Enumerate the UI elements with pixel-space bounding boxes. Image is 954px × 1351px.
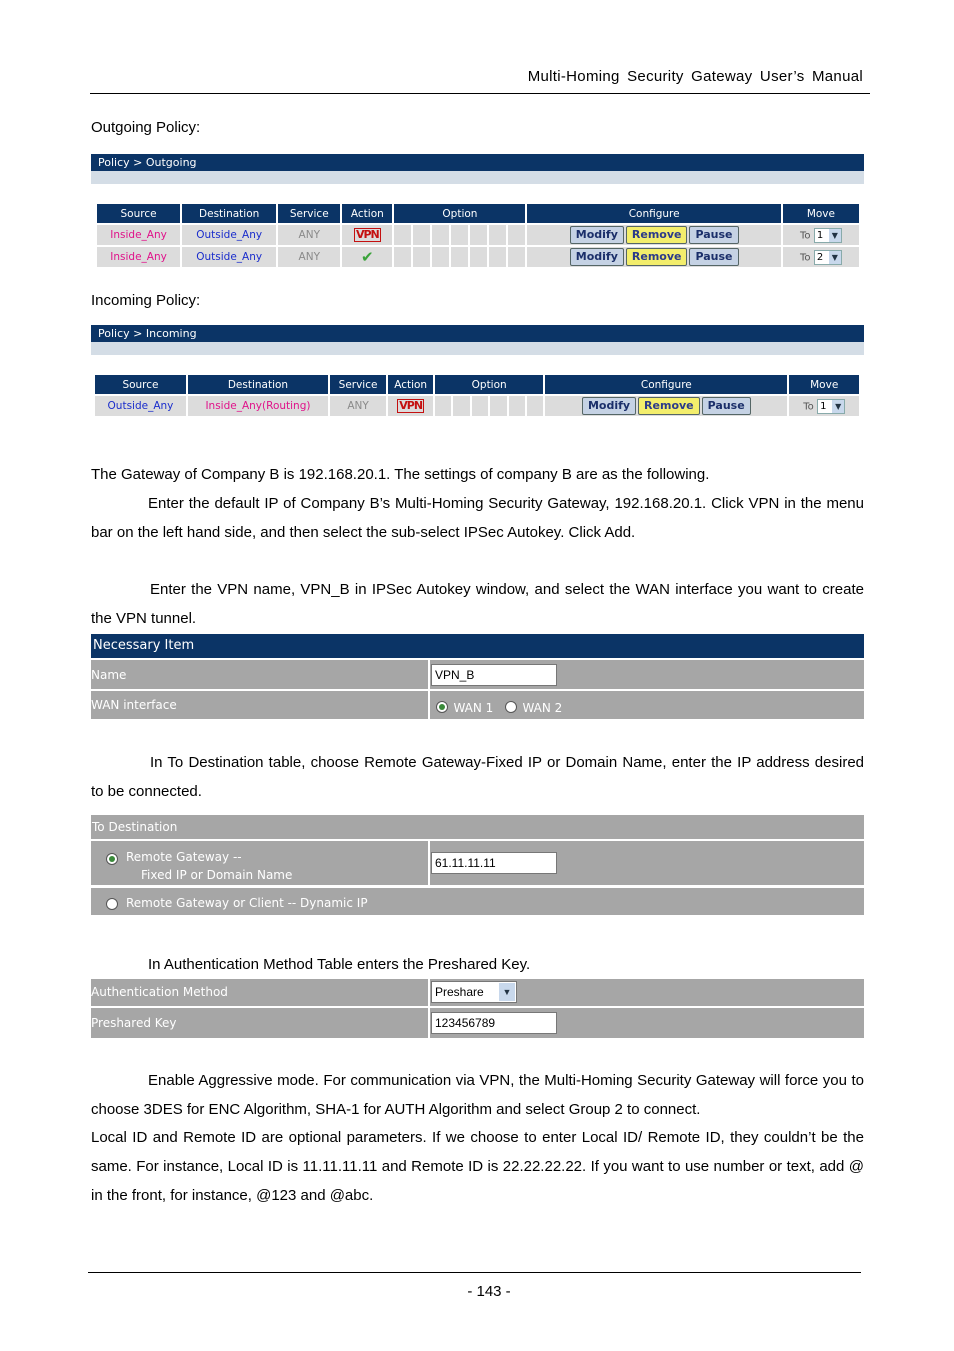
remote-gateway-fixed-cell bbox=[91, 841, 428, 885]
auth-method-value-cell bbox=[430, 979, 864, 1006]
table-row bbox=[97, 225, 859, 245]
table-row bbox=[95, 396, 859, 416]
name-input[interactable]: VPN_B bbox=[431, 664, 557, 686]
table-header-row bbox=[97, 204, 859, 223]
col-source: Source bbox=[95, 375, 186, 394]
option-cell bbox=[451, 225, 468, 245]
paragraph-ids: Local ID and Remote ID are optional parameters. If we choose to enter Local ID/ Remote ID, they couldn’t be the same. For instance, Local ID is 11.11.11.11 and Remote ID is 22.22.22.22. If you want to use number or text, add @ in the front, for instance, @123 and @abc. bbox=[91, 1129, 864, 1204]
row-source: Inside_Any bbox=[97, 247, 180, 267]
table-header-row bbox=[95, 375, 859, 394]
row-move bbox=[783, 225, 859, 245]
necessary-item-header: Necessary Item bbox=[91, 634, 864, 658]
incoming-caption: Incoming Policy: bbox=[91, 292, 201, 309]
col-action: Action bbox=[388, 375, 433, 394]
move-select[interactable] bbox=[817, 399, 845, 414]
option-cell bbox=[489, 247, 506, 267]
chevron-down-icon: ▼ bbox=[829, 251, 841, 264]
chevron-down-icon: ▼ bbox=[829, 229, 841, 242]
outgoing-policy-bar: Policy > Outgoing bbox=[91, 154, 864, 171]
col-action: Action bbox=[342, 204, 392, 223]
row-configure bbox=[527, 247, 780, 267]
name-label: Name bbox=[91, 668, 127, 682]
modify-button[interactable]: Modify bbox=[582, 397, 636, 415]
vpn-icon: VPN bbox=[355, 228, 379, 241]
row-action bbox=[342, 247, 392, 267]
option-cell bbox=[394, 225, 411, 245]
check-icon: ✔ bbox=[361, 248, 374, 266]
remote-gateway-fixed-radio[interactable] bbox=[106, 853, 118, 865]
remove-button[interactable]: Remove bbox=[626, 226, 688, 244]
option-cell bbox=[508, 247, 525, 267]
wan-value-cell bbox=[430, 691, 864, 719]
row-service: ANY bbox=[278, 247, 340, 267]
pause-button[interactable]: Pause bbox=[689, 248, 738, 266]
move-select-value: 2 bbox=[816, 251, 824, 263]
row-action bbox=[342, 225, 392, 245]
col-option: Option bbox=[394, 204, 525, 223]
row-destination: Outside_Any bbox=[182, 225, 276, 245]
option-cell bbox=[527, 396, 543, 416]
move-select[interactable] bbox=[814, 228, 842, 243]
remote-gateway-dynamic-label: Remote Gateway or Client -- Dynamic IP bbox=[126, 896, 368, 910]
wan2-label: WAN 2 bbox=[522, 701, 563, 715]
preshared-key-label: Preshared Key bbox=[91, 1016, 177, 1030]
col-move: Move bbox=[789, 375, 859, 394]
outgoing-caption: Outgoing Policy: bbox=[91, 119, 201, 136]
col-service: Service bbox=[330, 375, 386, 394]
option-cell bbox=[470, 225, 487, 245]
row-configure bbox=[545, 396, 787, 416]
paragraph-vpn-name: Enter the VPN name, VPN_B in IPSec Autokey window, and select the WAN interface you want to create the VPN tunnel. bbox=[91, 581, 864, 627]
option-cell bbox=[451, 247, 468, 267]
remote-gateway-dynamic-cell bbox=[91, 888, 864, 915]
wan2-option[interactable] bbox=[505, 698, 561, 716]
col-destination: Destination bbox=[182, 204, 276, 223]
to-destination-header: To Destination bbox=[91, 815, 864, 839]
auth-method-label: Authentication Method bbox=[91, 985, 228, 999]
incoming-policy-table bbox=[93, 373, 861, 418]
page-number: - 143 - bbox=[467, 1283, 511, 1300]
remote-gateway-fixed-label-2: Fixed IP or Domain Name bbox=[141, 868, 293, 882]
preshared-key-input[interactable]: 123456789 bbox=[431, 1012, 557, 1034]
row-source: Inside_Any bbox=[97, 225, 180, 245]
remote-gateway-fixed-label-1: Remote Gateway -- bbox=[126, 850, 242, 864]
row-configure bbox=[527, 225, 780, 245]
paragraph-enter-ip: Enter the default IP of Company B’s Multi-Homing Security Gateway, 192.168.20.1. Click VPN in the menu bar on the left hand side, and then select the sub-select IPSec Autokey. Click Add. bbox=[91, 495, 864, 541]
col-destination: Destination bbox=[188, 375, 328, 394]
col-service: Service bbox=[278, 204, 340, 223]
option-cell bbox=[432, 225, 449, 245]
col-move: Move bbox=[783, 204, 859, 223]
option-cell bbox=[435, 396, 451, 416]
footer-rule bbox=[88, 1272, 861, 1273]
paragraph-destination: In To Destination table, choose Remote Gateway-Fixed IP or Domain Name, enter the IP address desired to be connected. bbox=[91, 754, 864, 800]
row-service: ANY bbox=[278, 225, 340, 245]
col-configure: Configure bbox=[545, 375, 787, 394]
remote-ip-input[interactable]: 61.11.11.11 bbox=[431, 852, 557, 874]
chevron-down-icon: ▼ bbox=[832, 400, 844, 413]
pause-button[interactable]: Pause bbox=[702, 397, 751, 415]
manual-title: Multi-Homing Security Gateway User’s Manual bbox=[527, 68, 863, 85]
move-select-value: 1 bbox=[820, 400, 827, 412]
outgoing-policy-subbar bbox=[91, 171, 864, 184]
paragraph-auth: In Authentication Method Table enters the Preshared Key. bbox=[148, 956, 531, 973]
wan-interface-label: WAN interface bbox=[91, 698, 177, 712]
row-service: ANY bbox=[330, 396, 386, 416]
col-source: Source bbox=[97, 204, 180, 223]
row-action bbox=[388, 396, 433, 416]
preshared-key-label-cell bbox=[91, 1008, 428, 1038]
modify-button[interactable]: Modify bbox=[570, 248, 624, 266]
header-rule bbox=[90, 93, 870, 94]
move-to-label: To bbox=[803, 401, 814, 412]
move-to-label: To bbox=[799, 230, 811, 241]
option-cell bbox=[490, 396, 506, 416]
vpn-icon: VPN bbox=[399, 399, 423, 412]
name-label-cell bbox=[91, 660, 428, 689]
chevron-down-icon: ▼ bbox=[499, 983, 515, 1001]
move-to-label: To bbox=[799, 252, 811, 263]
auth-method-value: Preshare bbox=[435, 985, 484, 999]
wan1-label: WAN 1 bbox=[453, 701, 494, 715]
row-source: Outside_Any bbox=[95, 396, 186, 416]
remote-ip-cell bbox=[430, 841, 864, 885]
table-row bbox=[97, 247, 859, 267]
col-configure: Configure bbox=[527, 204, 780, 223]
move-select[interactable] bbox=[814, 250, 842, 265]
auth-method-select[interactable] bbox=[431, 981, 517, 1003]
paragraph-aggressive: Enable Aggressive mode. For communication via VPN, the Multi-Homing Security Gateway will force you to choose 3DES for ENC Algorithm, SHA-1 for AUTH Algorithm and select Group 2 to connect. bbox=[91, 1072, 864, 1118]
row-destination: Inside_Any(Routing) bbox=[188, 396, 328, 416]
row-move bbox=[783, 247, 859, 267]
name-value-cell bbox=[430, 660, 864, 689]
option-cell bbox=[413, 247, 430, 267]
incoming-policy-bar: Policy > Incoming bbox=[91, 325, 864, 342]
option-cell bbox=[413, 225, 430, 245]
modify-button[interactable]: Modify bbox=[570, 226, 624, 244]
wan1-radio[interactable] bbox=[436, 701, 448, 713]
auth-method-label-cell bbox=[91, 979, 428, 1006]
remove-button[interactable]: Remove bbox=[626, 248, 688, 266]
remove-button[interactable]: Remove bbox=[638, 397, 700, 415]
option-cell bbox=[394, 247, 411, 267]
option-cell bbox=[453, 396, 469, 416]
option-cell bbox=[508, 225, 525, 245]
option-cell bbox=[472, 396, 488, 416]
wan-label-cell bbox=[91, 691, 428, 719]
incoming-policy-subbar bbox=[91, 342, 864, 355]
row-move bbox=[789, 396, 859, 416]
option-cell bbox=[432, 247, 449, 267]
outgoing-policy-table bbox=[95, 202, 861, 269]
remote-gateway-dynamic-radio[interactable] bbox=[106, 898, 118, 910]
pause-button[interactable]: Pause bbox=[689, 226, 738, 244]
row-destination: Outside_Any bbox=[182, 247, 276, 267]
paragraph-gateway: The Gateway of Company B is 192.168.20.1. The settings of company B are as the following. bbox=[91, 466, 710, 483]
wan2-radio[interactable] bbox=[505, 701, 517, 713]
option-cell bbox=[470, 247, 487, 267]
col-option: Option bbox=[435, 375, 543, 394]
wan1-option[interactable] bbox=[436, 698, 492, 716]
move-select-value: 1 bbox=[816, 229, 824, 241]
option-cell bbox=[489, 225, 506, 245]
option-cell bbox=[509, 396, 525, 416]
preshared-key-value-cell bbox=[430, 1008, 864, 1038]
